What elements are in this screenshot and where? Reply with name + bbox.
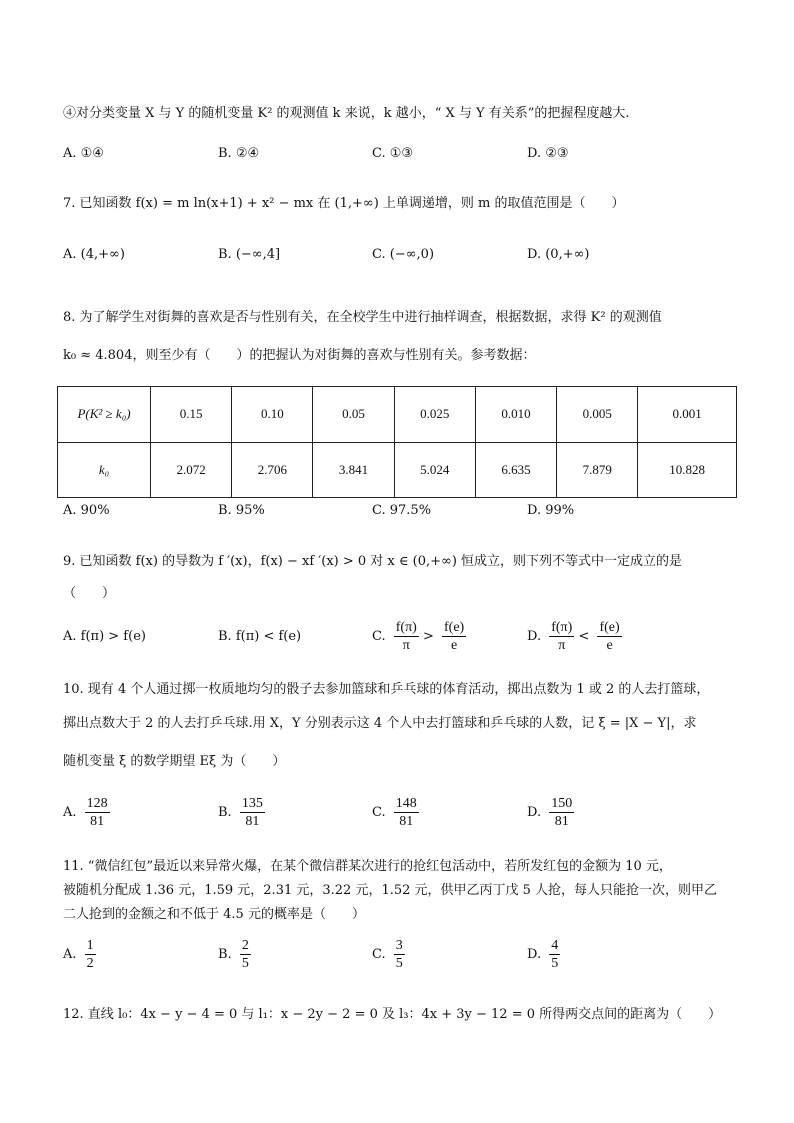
q9-option-b: B. f(π) < f(e) [218, 629, 302, 644]
option-label: B. [218, 947, 232, 962]
fraction-denominator: e [451, 638, 458, 653]
q11-option-b [218, 937, 251, 972]
fraction-numerator: 135 [241, 796, 263, 811]
fraction-numerator: 1 [86, 938, 94, 953]
comparison-sign: > [422, 629, 434, 644]
q11-stem-line3: 二人抢到的金额之和不低于 4.5 元的概率是（ ） [63, 907, 365, 922]
fraction-denominator: 5 [395, 956, 403, 971]
option-label: C. [372, 805, 386, 820]
fraction-denominator: 81 [90, 814, 105, 829]
fraction-numerator: 150 [551, 796, 573, 811]
q6-option-d: D. ②③ [527, 146, 569, 161]
q11-stem-line2: 被随机分配成 1.36 元，1.59 元，2.31 元，3.22 元，1.52 元，供甲乙丙丁戊 5 人抢，每人只能抢一次，则甲乙 [63, 883, 718, 898]
q10-option-b [218, 795, 265, 830]
table-cell: 6.635 [475, 442, 556, 498]
table-cell: 7.879 [557, 442, 638, 498]
fraction [549, 795, 574, 830]
fraction-numerator: 4 [551, 938, 559, 953]
q8-stem-line1: 8. 为了解学生对街舞的喜欢是否与性别有关，在全校学生中进行抽样调查，根据数据，求得 K² 的观测值 [63, 310, 662, 325]
option-label: D. [527, 629, 542, 644]
table-cell: 0.05 [313, 387, 394, 443]
fraction-numerator: f(e) [444, 620, 465, 635]
fraction-denominator: 81 [554, 814, 569, 829]
table-row [58, 442, 737, 498]
fraction-denominator: 81 [399, 814, 414, 829]
q11-stem-line1: 11. “微信红包”最近以来异常火爆，在某个微信群某次进行的抢红包活动中，若所发红包的金额为 10 元， [63, 859, 672, 874]
q7-option-d: D. (0,+∞) [527, 247, 590, 262]
table-cell: 3.841 [313, 442, 394, 498]
q10-stem-line3: 随机变量 ξ 的数学期望 Eξ 为（ ） [63, 754, 286, 769]
option-label: C. [372, 947, 386, 962]
fraction [240, 795, 265, 830]
fraction-numerator: 148 [395, 796, 417, 811]
table-cell: 2.706 [232, 442, 313, 498]
q7-option-c: C. (−∞,0) [372, 247, 435, 262]
q8-stem-line2: k₀ ≈ 4.804，则至少有（ ）的把握认为对街舞的喜欢与性别有关。参考数据： [63, 348, 536, 363]
fraction-denominator: π [558, 638, 566, 653]
fraction-denominator: e [606, 638, 613, 653]
fraction-denominator: π [402, 638, 410, 653]
q10-stem-line1: 10. 现有 4 个人通过掷一枚质地均匀的骰子去参加篮球和乒乓球的体育活动，掷出点数为 1 或 2 的人去打篮球， [63, 682, 710, 697]
table-cell: 0.10 [232, 387, 313, 443]
q6-option-a: A. ①④ [63, 146, 104, 161]
q11-option-d [527, 937, 560, 972]
comparison-sign: < [578, 629, 590, 644]
q8-option-c: C. 97.5% [372, 503, 432, 518]
fraction [549, 937, 560, 972]
fraction-numerator: f(π) [395, 620, 417, 635]
table-cell: 0.15 [151, 387, 232, 443]
q6-statement-4: ④对分类变量 X 与 Y 的随机变量 K² 的观测值 k 来说，k 越小，“ X 与 Y 有关系”的把握程度越大. [63, 106, 630, 121]
fraction [394, 619, 419, 654]
q11-option-a [63, 937, 96, 972]
table-cell: 0.025 [394, 387, 475, 443]
fraction [442, 619, 466, 654]
q9-option-c [372, 619, 466, 654]
q7-option-b: B. (−∞,4] [218, 247, 281, 262]
fraction-denominator: 5 [551, 956, 559, 971]
table-cell: 5.024 [394, 442, 475, 498]
q9-stem-line1: 9. 已知函数 f(x) 的导数为 f ′(x)，f(x) − xf ′(x) > 0 对 x ∈ (0,+∞) 恒成立，则下列不等式中一定成立的是 [63, 554, 683, 569]
q6-option-b: B. ②④ [218, 146, 260, 161]
table-cell: 0.010 [475, 387, 556, 443]
q10-option-d [527, 795, 574, 830]
q9-stem-line2: （ ） [63, 586, 116, 601]
option-label: C. [372, 629, 386, 644]
fraction-denominator: 5 [241, 956, 249, 971]
table-cell: 0.001 [638, 387, 737, 443]
q9-option-a: A. f(π) > f(e) [63, 629, 146, 644]
fraction [394, 795, 419, 830]
option-label: D. [527, 805, 542, 820]
fraction [240, 937, 251, 972]
option-label: A. [63, 947, 77, 962]
q10-stem-line2: 掷出点数大于 2 的人去打乒乓球.用 X，Y 分别表示这 4 个人中去打篮球和乒乓球的人数，记 ξ = |X − Y|，求 [63, 716, 697, 731]
table-cell: 2.072 [151, 442, 232, 498]
q11-option-c [372, 937, 405, 972]
table-header-probability: P(K² ≥ k₀) [58, 387, 151, 443]
table-cell: 10.828 [638, 442, 737, 498]
q10-option-a [63, 795, 110, 830]
option-label: B. [218, 805, 232, 820]
fraction-denominator: 2 [86, 956, 94, 971]
fraction [549, 619, 574, 654]
fraction [85, 795, 110, 830]
fraction-denominator: 81 [245, 814, 260, 829]
q7-option-a: A. (4,+∞) [63, 247, 125, 262]
fraction-numerator: 128 [86, 796, 108, 811]
reference-table [57, 386, 737, 498]
q7-stem: 7. 已知函数 f(x) = m ln(x+1) + x² − mx 在 (1,+∞) 上单调递增，则 m 的取值范围是（ ） [63, 196, 625, 211]
fraction-numerator: f(e) [599, 620, 620, 635]
fraction [597, 619, 621, 654]
q8-option-d: D. 99% [527, 503, 575, 518]
option-label: D. [527, 947, 542, 962]
q10-option-c [372, 795, 419, 830]
option-label: A. [63, 805, 77, 820]
fraction-numerator: f(π) [551, 620, 573, 635]
fraction [85, 937, 96, 972]
table-cell: 0.005 [557, 387, 638, 443]
q9-option-d [527, 619, 622, 654]
table-header-k0: k₀ [58, 442, 151, 498]
fraction-numerator: 2 [241, 938, 249, 953]
q6-option-c: C. ①③ [372, 146, 414, 161]
fraction-numerator: 3 [395, 938, 403, 953]
q8-option-b: B. 95% [218, 503, 265, 518]
q12-stem: 12. 直线 l₀：4x − y − 4 = 0 与 l₁：x − 2y − 2 = 0 及 l₃：4x + 3y − 12 = 0 所得两交点间的距离为（ ） [63, 1007, 722, 1022]
fraction [394, 937, 405, 972]
q8-option-a: A. 90% [63, 503, 110, 518]
table-row [58, 387, 737, 443]
